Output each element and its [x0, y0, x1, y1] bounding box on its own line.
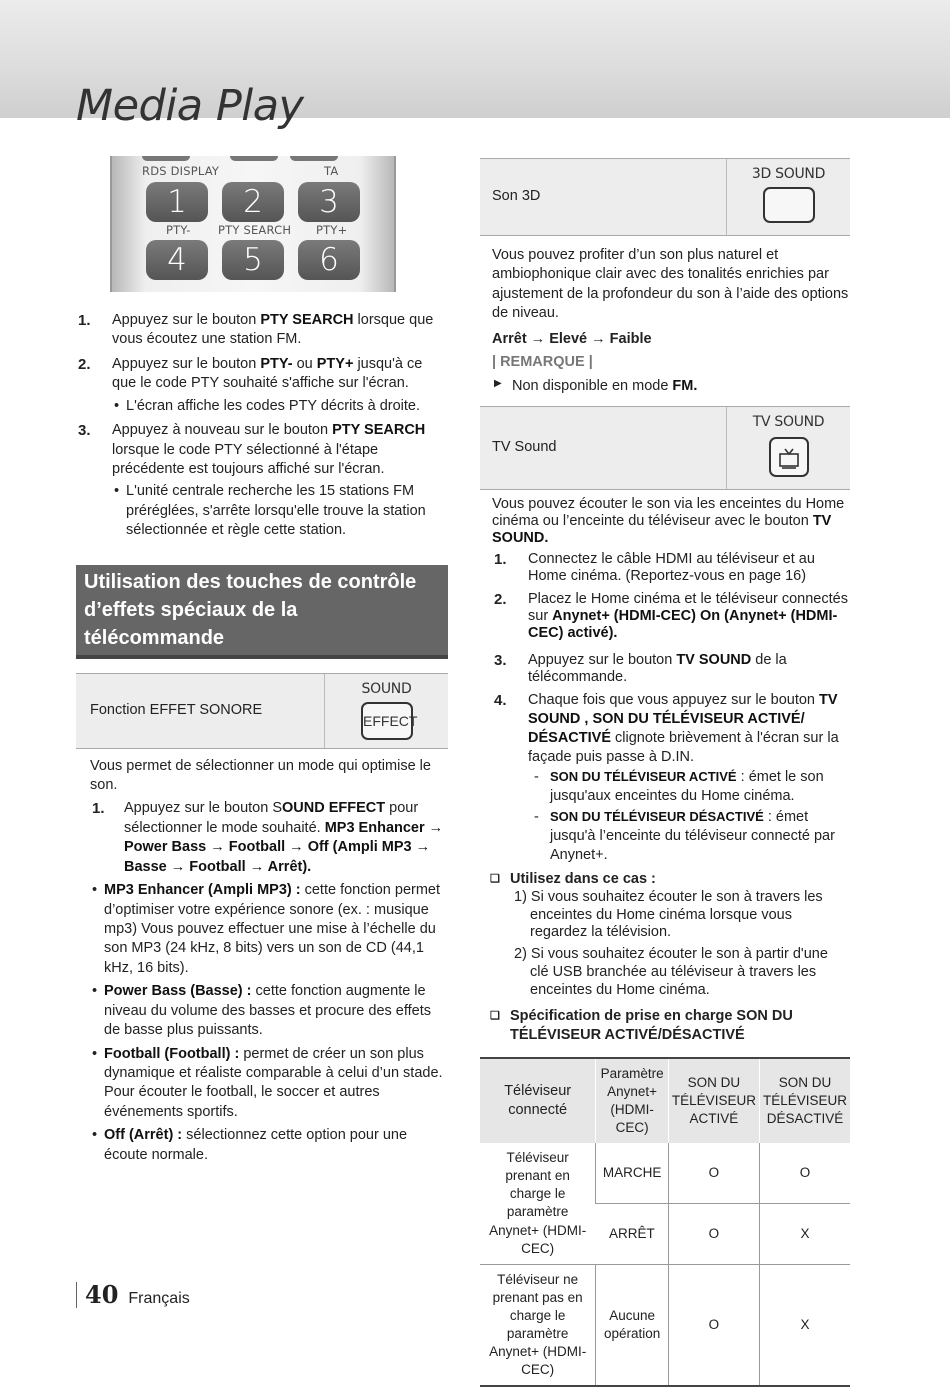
- tv-icon: [777, 446, 801, 470]
- table-header: SON DU TÉLÉVISEUR DÉSACTIVÉ: [759, 1058, 850, 1143]
- table-row: Téléviseur ne prenant pas en charge le paramètre Anynet+ (HDMI-CEC) Aucune opération O X: [480, 1264, 850, 1386]
- sound-effect-label: Fonction EFFET SONORE: [90, 701, 263, 718]
- list-item: • Power Bass (Basse) : cette fonction augmente le niveau du volume des basses et procure des effets de basse plus puissants.: [90, 982, 448, 1040]
- table-row: Téléviseur prenant en charge le paramètre Anynet+ (HDMI-CEC) MARCHE O O: [480, 1143, 850, 1203]
- list-item: 1. Connectez le câble HDMI au téléviseur et au Home cinéma. (Reportez-vous en page 16): [494, 551, 815, 585]
- remote-label-pty-search: PTY SEARCH: [218, 223, 292, 237]
- list-item: - SON DU TÉLÉVISEUR DÉSACTIVÉ : émet jusqu'à l’enceinte du téléviseur connecté par Anynet+.: [528, 808, 850, 865]
- list-item: • Off (Arrêt) : sélectionnez cette option pour une écoute normale.: [90, 1126, 448, 1165]
- remote-label-pty-minus: PTY-: [166, 223, 191, 237]
- remote-key-5: 5: [222, 240, 284, 280]
- page-number: 40: [76, 1282, 118, 1308]
- tv-sound-intro: Vous pouvez écouter le son via les enceintes du Home cinéma ou l’enceinte du téléviseur avec le bouton TV SOUND.: [492, 495, 845, 547]
- list-item: • Football (Football) : permet de créer un son plus dynamique et réaliste comparable à celui d’un stade. Pour écouter le football, le soccer et autres événements sportifs.: [90, 1045, 448, 1123]
- left-column: [76, 156, 448, 1165]
- remote-key-4: 4: [146, 240, 208, 280]
- list-item: 4. Chaque fois que vous appuyez sur le bouton TV SOUND , SON DU TÉLÉVISEUR ACTIVÉ/ DÉSACTIVÉ clignote brièvement à l'écran sur la façade puis passe à D.IN. - SON DU TÉLÉVISEUR ACTIVÉ : émet le son jusqu'aux enceintes du Home cinéma. - SON DU TÉLÉVISEUR DÉSACTIVÉ : émet jusqu'à l’enceinte du téléviseur connecté par Anynet+.: [492, 691, 850, 865]
- spec-title: ❑ Spécification de prise en charge SON DU TÉLÉVISEUR ACTIVÉ/DÉSACTIVÉ: [480, 1007, 850, 1045]
- list-item: 3. Appuyez sur le bouton TV SOUND de la télécommande.: [494, 651, 787, 685]
- tv-sound-box: [480, 406, 850, 490]
- table-header: Paramètre Anynet+ (HDMI-CEC): [596, 1058, 669, 1143]
- sound-effect-box: [76, 673, 448, 749]
- list-item: 1. Appuyez sur le bouton PTY SEARCH lorsque que vous écoutez une station FM.: [78, 312, 434, 348]
- table-header: SON DU TÉLÉVISEUR ACTIVÉ: [668, 1058, 759, 1143]
- section-title: Utilisation des touches de contrôle d’effets spéciaux de la télécommande: [76, 565, 448, 659]
- tv-sound-label: TV Sound: [492, 439, 557, 456]
- list-item: 3. Appuyez à nouveau sur le bouton PTY SEARCH lorsque le code PTY sélectionné à l'étape précédente est toujours affiché sur l'écran. • L'unité centrale recherche les 15 stations FM préréglées, s'arrête lorsqu'elle trouve la station sélectionnée et règle cette station.: [76, 421, 448, 541]
- pty-steps: [76, 311, 448, 541]
- remote-key-3: 3: [298, 182, 360, 222]
- list-item: 2. Appuyez sur le bouton PTY- ou PTY+ jusqu'à ce que le code PTY souhaité s'affiche sur l'écran. • L'écran affiche les codes PTY décrits à droite.: [76, 355, 448, 416]
- page-footer: [76, 1282, 190, 1309]
- sound-effect-key-icon: SOUND EFFECT: [324, 674, 448, 748]
- table-header: Téléviseur connecté: [480, 1058, 596, 1143]
- list-item: • L'unité centrale recherche les 15 stations FM préréglées, s'arrête lorsqu'elle trouve la station sélectionnée et règle cette station.: [112, 482, 448, 540]
- spec-table: [480, 1057, 850, 1387]
- remote-control-illustration: [110, 156, 396, 292]
- page-title: Media Play: [76, 81, 304, 131]
- right-column: [480, 156, 850, 1387]
- son-3d-box: [480, 158, 850, 236]
- use-cases-title: ❑ Utilisez dans ce cas :: [480, 870, 850, 889]
- list-item: 1. Appuyez sur le bouton SOUND EFFECT pour sélectionner le mode souhaité. MP3 Enhancer → Power Bass → Football → Off (Ampli MP3 → Basse → Football → Arrêt).: [92, 800, 444, 875]
- table-row: ARRÊT O X: [480, 1204, 850, 1264]
- list-item: 2) Si vous souhaitez écouter le son à partir d'une clé USB branchée au téléviseur à travers les enceintes du Home cinéma.: [514, 946, 828, 998]
- remote-key-2: 2: [222, 182, 284, 222]
- remote-label-ta: TA: [324, 164, 339, 178]
- remote-key-1: 1: [146, 182, 208, 222]
- remarque-note: ▶ Non disponible en mode FM.: [494, 377, 698, 394]
- son-3d-text: Vous pouvez profiter d’un son plus naturel et ambiophonique clair avec des tonalités enrichies par ajustement de la profondeur du son à l’aide des options de niveau.: [492, 247, 849, 322]
- list-item: • L'écran affiche les codes PTY décrits à droite.: [112, 397, 448, 416]
- list-item: • MP3 Enhancer (Ampli MP3) : cette fonction permet d’optimiser votre expérience sonore (ex. : musique mp3) Vous pouvez effectuer une mise à l’échelle du son MP3 (24 kHz, 8 bits) vers un son de CD (44,1 kHz, 16 bits).: [90, 881, 448, 978]
- son-3d-sequence: Arrêt → Elevé → Faible: [492, 330, 652, 347]
- remarque-label: | REMARQUE |: [492, 354, 593, 371]
- tv-sound-key-icon: TV SOUND: [726, 407, 850, 489]
- footer-language: Français: [128, 1290, 190, 1307]
- 3d-sound-key-icon: 3D SOUND: [726, 159, 850, 235]
- sound-effect-intro: Vous permet de sélectionner un mode qui optimise le son.: [90, 757, 431, 794]
- remote-label-pty-plus: PTY+: [316, 223, 348, 237]
- list-item: 1) Si vous souhaitez écouter le son à travers les enceintes du Home cinéma lorsque vous regardez la télévision.: [514, 889, 823, 941]
- list-item: - SON DU TÉLÉVISEUR ACTIVÉ : émet le son jusqu'aux enceintes du Home cinéma.: [528, 768, 850, 806]
- remote-label-rds-display: RDS DISPLAY: [142, 164, 220, 178]
- remote-key-6: 6: [298, 240, 360, 280]
- page-header: [0, 0, 950, 131]
- list-item: 2. Placez le Home cinéma et le téléviseur connectés sur Anynet+ (HDMI-CEC) On (Anynet+ (HDMI-CEC) activé).: [494, 590, 848, 641]
- son-3d-label: Son 3D: [492, 188, 541, 205]
